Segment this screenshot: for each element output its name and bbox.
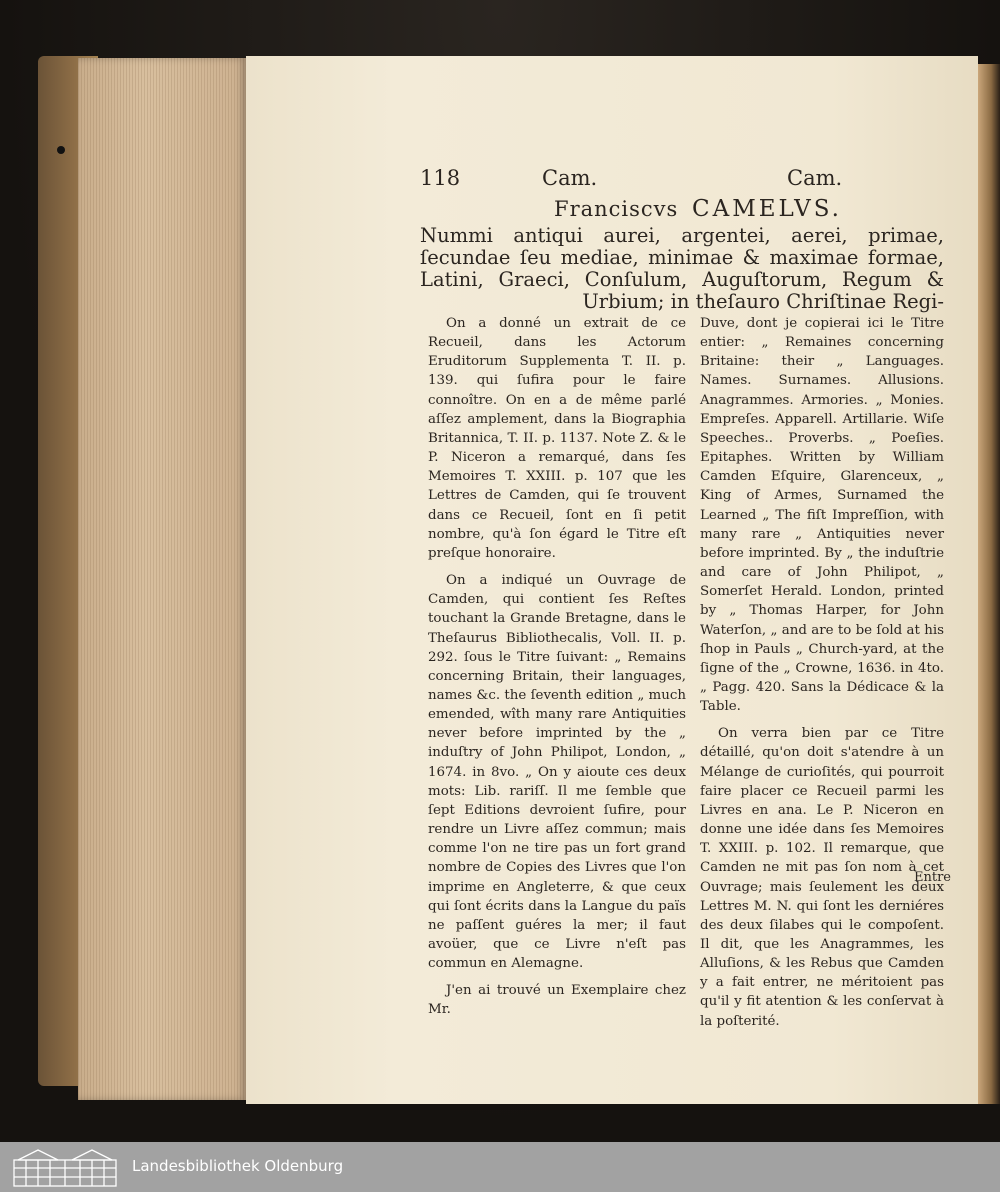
right-column [700,314,944,1039]
page-number: 118 [420,166,461,190]
author-first-name: Franciscvs [554,197,679,221]
left-column [428,314,686,1028]
catchword: Entre [914,870,951,885]
entry-author [554,196,842,222]
entry-title: Nummi antiqui aurei, argentei, aerei, primae, ſecundae ſeu mediae, minimae & maximae formae, Latini, Graeci, Conſulum, Auguſtorum, Regum & Urbium; in theſauro Chriſtinae Regi- [420,224,944,313]
cover-rivet [57,146,65,154]
library-name[interactable]: Landesbibliothek Oldenburg [132,1157,344,1175]
author-last-name: CAMELVS. [692,196,842,222]
paragraph: On a indiqué un Ouvrage de Camden, qui contient ſes Reſtes touchant la Grande Bretagne, dans le Theſaurus Bibliothecalis, Voll. II. p. 292. ſous le Titre ſuivant: „ Remains concerning Britain, their languages, names &c. the ſeventh edition „ much emended, wîth many rare Antiquities never before imprinted by the „ induſtry of John Philipot, London, „ 1674. in 8vo. „ On y aioute ces deux mots: Lib. rariſſ. Il me ſemble que ſept Editions devroient ſufire, pour rendre un Livre aſſez commun; mais comme l'on ne tire pas un fort grand nombre de Copies des Livres que l'on imprime en Angleterre, & que ceux qui ſont écrits dans la Langue du païs ne paſſent guéres la mer; il faut avoüer, que ce Livre n'eſt pas commun en Alemagne. [428,573,686,972]
page-edges [78,58,246,1100]
footer-bar [0,1142,1000,1192]
paragraph: Duve, dont je copierai ici le Titre entier: „ Remaines concerning Britaine: their „ Languages. Names. Surnames. Allusions. Anagrammes. Armories. „ Monies. Empreſes. Apparell. Artillarie. Wiſe Speeches.. Proverbs. „ Poeſies. Epitaphes. Written by William Camden Eſquire, Glarenceux, „ King of Armes, Surnamed the Learned „ The fiſt Impreſſion, with many rare „ Antiquities never before imprinted. By „ the induſtrie and care of John Philipot, „ Somerſet Herald. London, printed by „ Thomas Harper, for John Waterſon, „ and are to be ſold at his ſhop in Pauls „ Church-yard, at the ſigne of the „ Crowne, 1636. in 4to. „ Pagg. 420. Sans la Dédicace & la Table. [700,316,944,715]
library-building-icon [8,1146,122,1188]
right-cover-edge [978,64,1000,1104]
paragraph: On verra bien par ce Titre détaillé, qu'on doit s'atendre à un Mélange de curioſités, qui pourroit faire placer ce Recueil parmi les Livres en ana. Le P. Niceron en donne une idée dans ſes Memoires T. XXIII. p. 102. Il remarque, que Camden ne mit pas ſon nom à cet Ouvrage; mais ſeulement les deux Lettres M. N. qui ſont les derniéres des deux ſilabes qui le compoſent. Il dit, que les Anagrammes, les Alluſions, & les Rebus que Camden y a fait entrer, ne méritoient pas qu'il y fit atention & les conſervat à la poſterité. [700,726,944,1029]
paragraph: On a donné un extrait de ce Recueil, dans les Actorum Eruditorum Supplementa T. II. p. 139. qui ſufira pour le faire connoître. On en a de même parlé aſſez amplement, dans la Biographia Britannica, T. II. p. 1137. Note Z. & le P. Niceron a remarqué, dans ſes Memoires T. XXIII. p. 107 que les Lettres de Camden, qui ſe trouvent dans ce Recueil, ſont en ſi petit nombre, qu'à ſon égard le Titre eſt preſque honoraire. [428,316,686,561]
running-head-right: Cam. [787,166,843,190]
paragraph: J'en ai trouvé un Exemplaire chez Mr. [428,983,686,1018]
running-head-left: Cam. [542,166,598,190]
